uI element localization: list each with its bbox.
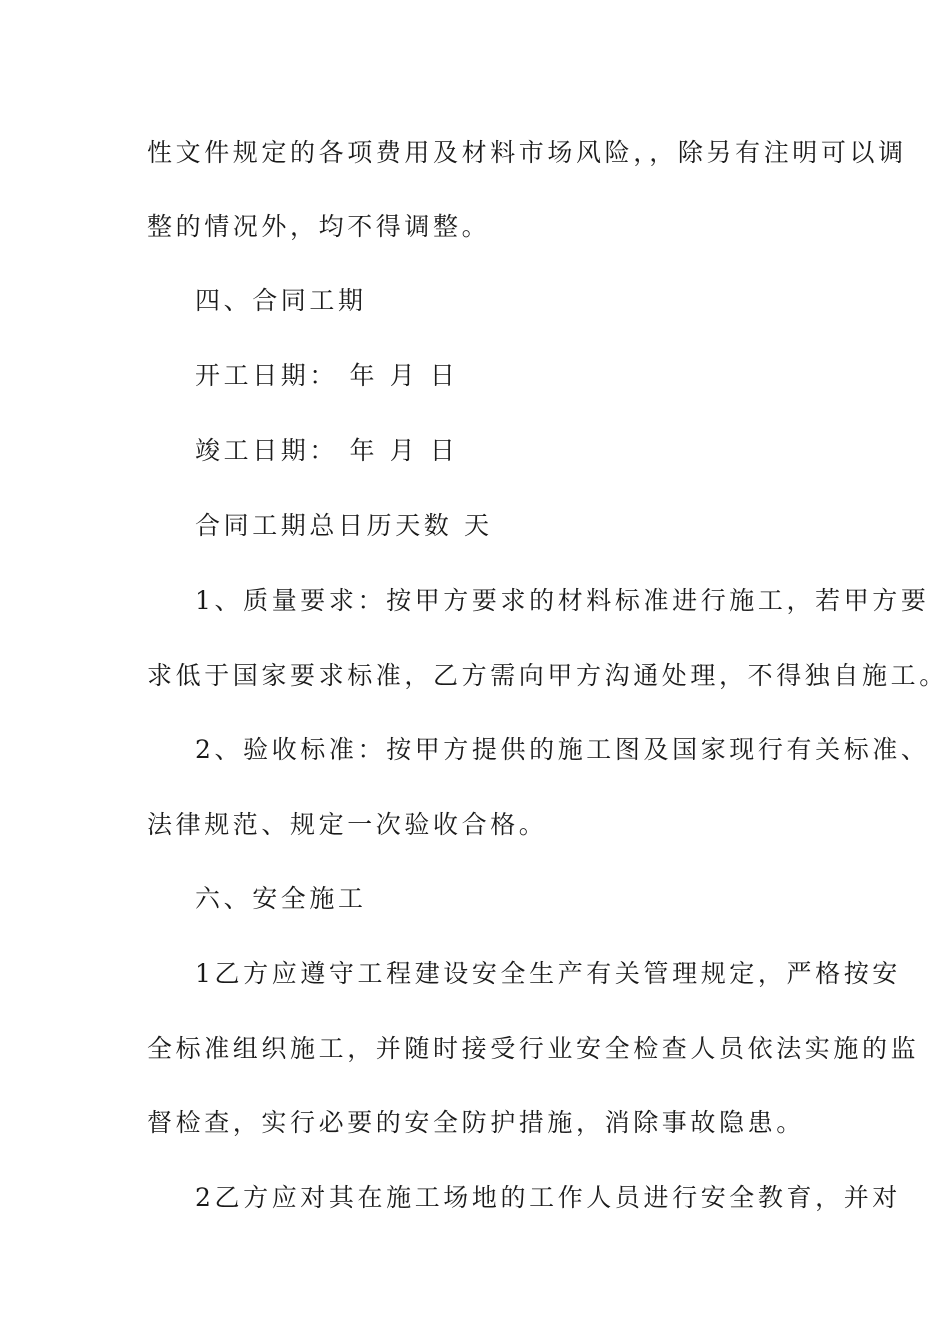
paragraph-line: 2乙方应对其在施工场地的工作人员进行安全教育，并对 xyxy=(195,1183,901,1212)
paragraph-line: 1乙方应遵守工程建设安全生产有关管理规定，严格按安 xyxy=(195,959,901,988)
paragraph-line: 整的情况外，均不得调整。 xyxy=(147,212,491,241)
section-heading: 六、安全施工 xyxy=(195,884,367,913)
paragraph-line: 1、质量要求：按甲方要求的材料标准进行施工，若甲方要 xyxy=(195,586,930,615)
total-days-line: 合同工期总日历天数 天 xyxy=(195,511,493,540)
paragraph-line: 求低于国家要求标准，乙方需向甲方沟通处理，不得独自施工。 xyxy=(147,661,948,690)
paragraph-line: 法律规范、规定一次验收合格。 xyxy=(147,810,548,839)
paragraph-line: 督检查，实行必要的安全防护措施，消除事故隐患。 xyxy=(147,1108,805,1137)
section-heading: 四、合同工期 xyxy=(195,286,367,315)
paragraph-line: 全标准组织施工，并随时接受行业安全检查人员依法实施的监 xyxy=(147,1034,920,1063)
paragraph-line: 性文件规定的各项费用及材料市场风险，，除另有注明可以调 xyxy=(147,138,907,167)
completion-date-line: 竣工日期： 年 月 日 xyxy=(195,436,459,465)
paragraph-line: 2、验收标准：按甲方提供的施工图及国家现行有关标准、 xyxy=(195,735,930,764)
start-date-line: 开工日期： 年 月 日 xyxy=(195,361,459,390)
